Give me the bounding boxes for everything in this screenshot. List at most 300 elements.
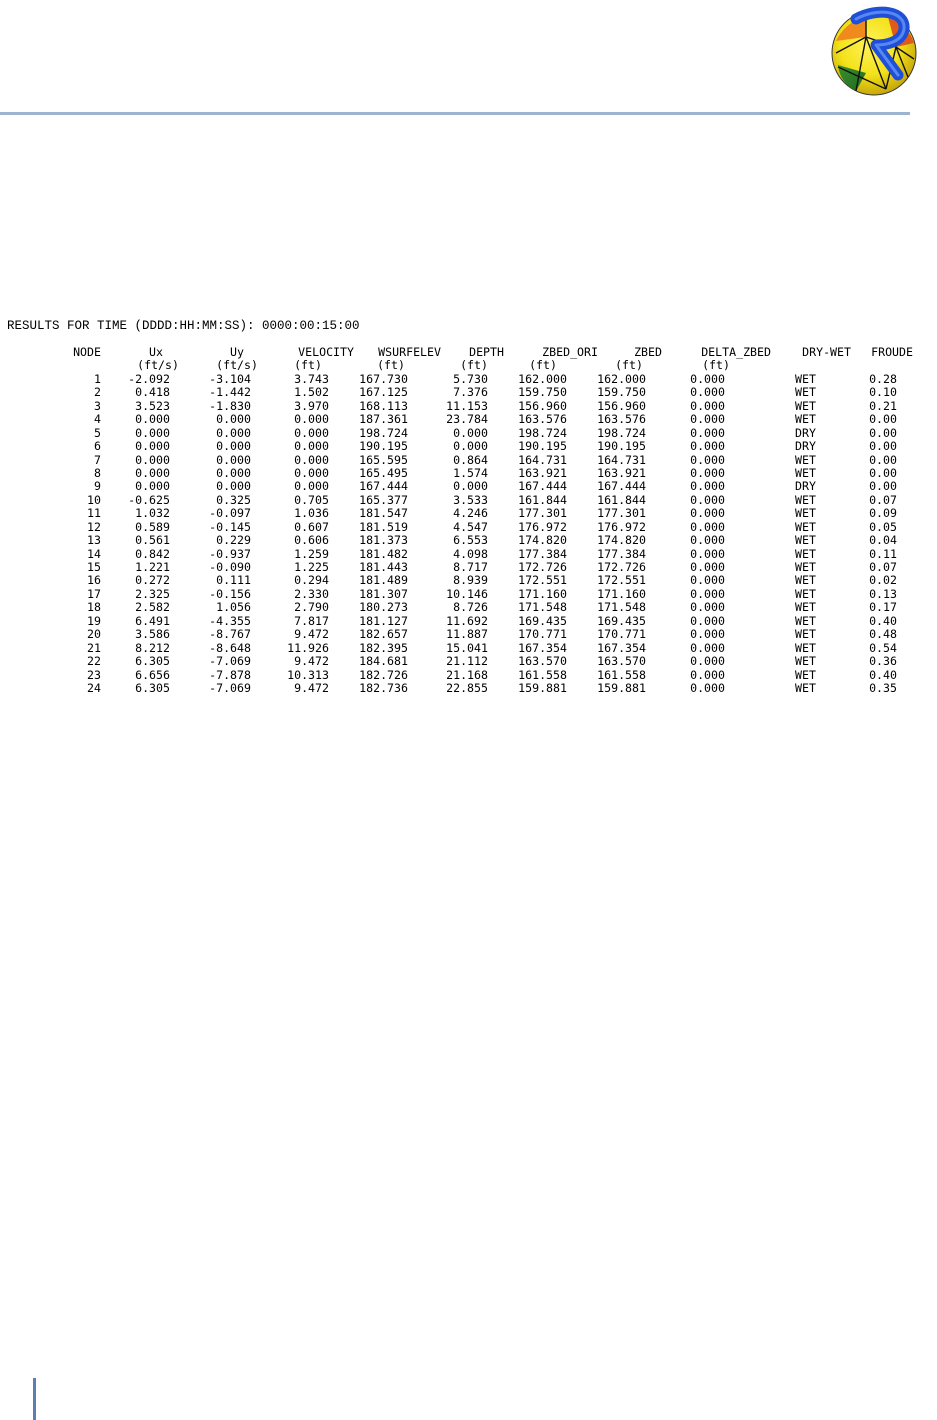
table-row: [0, 467, 937, 480]
table-cell: 0.000: [135, 465, 170, 480]
table-cell: 0.000: [690, 479, 725, 494]
table-cell: DRY: [795, 425, 816, 440]
table-cell: 7.817: [294, 613, 329, 628]
table-cell: 0.000: [690, 519, 725, 534]
column-unit: (ft): [294, 358, 322, 373]
table-cell: WET: [795, 533, 816, 548]
table-row: [0, 534, 937, 547]
table-cell: 163.921: [597, 465, 646, 480]
table-cell: 0.07: [869, 560, 897, 574]
table-cell: DRY: [795, 439, 816, 454]
table-cell: 172.726: [597, 560, 646, 574]
table-cell: 11.887: [446, 627, 488, 642]
table-cell: -3.104: [209, 371, 251, 386]
table-cell: 182.395: [359, 640, 408, 655]
table-cell: 3: [94, 398, 101, 413]
column-unit: (ft): [529, 358, 557, 373]
table-cell: 14: [87, 546, 101, 561]
table-cell: 171.160: [518, 586, 567, 601]
table-cell: 0.04: [869, 533, 897, 548]
table-cell: 1.502: [294, 385, 329, 400]
table-cell: WET: [795, 654, 816, 669]
table-cell: 163.576: [597, 412, 646, 427]
table-cell: 163.921: [518, 465, 567, 480]
table-cell: 16: [87, 573, 101, 588]
table-cell: 3.970: [294, 398, 329, 413]
table-cell: 174.820: [597, 533, 646, 548]
column-header: Ux: [149, 345, 163, 359]
table-cell: 190.195: [359, 439, 408, 454]
table-cell: 0.000: [690, 452, 725, 467]
table-cell: 0.000: [690, 412, 725, 427]
table-cell: 0.000: [690, 506, 725, 521]
table-cell: 1.036: [294, 506, 329, 521]
table-cell: 11.692: [446, 613, 488, 628]
table-cell: -0.097: [209, 506, 251, 521]
table-cell: 4.547: [453, 519, 488, 534]
table-cell: 0.000: [453, 479, 488, 494]
table-cell: 0.000: [216, 412, 251, 427]
table-cell: WET: [795, 546, 816, 561]
table-cell: 181.443: [359, 560, 408, 574]
table-cell: -0.156: [209, 586, 251, 601]
table-cell: WET: [795, 452, 816, 467]
table-row: [0, 494, 937, 507]
table-cell: 0.000: [690, 627, 725, 642]
table-cell: 21.112: [446, 654, 488, 669]
table-cell: 3.533: [453, 492, 488, 507]
table-cell: 169.435: [597, 613, 646, 628]
table-cell: 0.000: [690, 492, 725, 507]
column-unit: (ft): [377, 358, 405, 373]
table-cell: 172.551: [597, 573, 646, 588]
table-cell: 6.553: [453, 533, 488, 548]
table-cell: 0.272: [135, 573, 170, 588]
table-cell: WET: [795, 371, 816, 386]
table-cell: 0.000: [294, 465, 329, 480]
column-unit: (ft): [702, 358, 730, 373]
table-cell: 167.444: [518, 479, 567, 494]
table-cell: 0.000: [294, 479, 329, 494]
table-cell: 169.435: [518, 613, 567, 628]
column-header: Uy: [230, 345, 244, 359]
table-cell: WET: [795, 519, 816, 534]
table-cell: 0.000: [690, 586, 725, 601]
table-cell: WET: [795, 586, 816, 601]
table-cell: 168.113: [359, 398, 408, 413]
table-row: [0, 642, 937, 655]
table-cell: 6.656: [135, 667, 170, 682]
table-cell: 8.717: [453, 560, 488, 574]
table-cell: 0.000: [294, 412, 329, 427]
table-cell: 164.731: [597, 452, 646, 467]
table-cell: 0.000: [216, 452, 251, 467]
table-cell: -7.878: [209, 667, 251, 682]
table-cell: 0.000: [690, 371, 725, 386]
table-cell: 161.558: [597, 667, 646, 682]
table-cell: 7.376: [453, 385, 488, 400]
table-cell: 0.09: [869, 506, 897, 521]
table-cell: 11.153: [446, 398, 488, 413]
table-cell: 161.558: [518, 667, 567, 682]
table-cell: 181.127: [359, 613, 408, 628]
table-cell: 177.384: [597, 546, 646, 561]
table-cell: 159.750: [518, 385, 567, 400]
table-cell: 6.491: [135, 613, 170, 628]
table-cell: 0.00: [869, 425, 897, 440]
results-title: RESULTS FOR TIME (DDDD:HH:MM:SS): 0000:00:15:00: [7, 319, 360, 333]
table-cell: 161.844: [597, 492, 646, 507]
table-row: [0, 682, 937, 695]
table-cell: 162.000: [597, 371, 646, 386]
table-cell: 165.377: [359, 492, 408, 507]
table-cell: 21: [87, 640, 101, 655]
table-cell: 0.000: [690, 385, 725, 400]
table-cell: WET: [795, 506, 816, 521]
table-cell: 8: [94, 465, 101, 480]
column-header: FROUDE: [871, 345, 913, 359]
table-cell: -1.442: [209, 385, 251, 400]
table-cell: 8.212: [135, 640, 170, 655]
table-cell: 6: [94, 439, 101, 454]
table-cell: 0.00: [869, 465, 897, 480]
table-row: [0, 628, 937, 641]
table-cell: 7: [94, 452, 101, 467]
table-cell: 0.000: [294, 425, 329, 440]
table-cell: 4: [94, 412, 101, 427]
table-cell: 190.195: [518, 439, 567, 454]
table-cell: WET: [795, 412, 816, 427]
table-cell: -0.937: [209, 546, 251, 561]
table-row: [0, 561, 937, 574]
table-cell: 177.301: [518, 506, 567, 521]
table-cell: -1.830: [209, 398, 251, 413]
table-cell: 0.000: [294, 452, 329, 467]
table-cell: -4.355: [209, 613, 251, 628]
table-cell: -0.145: [209, 519, 251, 534]
table-cell: WET: [795, 560, 816, 574]
table-row: [0, 454, 937, 467]
table-units-row: [0, 359, 937, 372]
table-row: [0, 601, 937, 614]
table-cell: WET: [795, 385, 816, 400]
table-cell: 167.730: [359, 371, 408, 386]
table-cell: 12: [87, 519, 101, 534]
table-cell: 10: [87, 492, 101, 507]
table-cell: 181.547: [359, 506, 408, 521]
table-cell: 15.041: [446, 640, 488, 655]
table-cell: 0.11: [869, 546, 897, 561]
table-cell: 181.307: [359, 586, 408, 601]
header-rule: [0, 112, 910, 115]
results-table: [0, 346, 937, 695]
table-cell: 9: [94, 479, 101, 494]
table-cell: 0.000: [690, 398, 725, 413]
table-cell: 0.842: [135, 546, 170, 561]
table-cell: 2.582: [135, 600, 170, 615]
table-cell: WET: [795, 613, 816, 628]
table-cell: 0.000: [690, 667, 725, 682]
table-cell: 18: [87, 600, 101, 615]
column-header: DELTA_ZBED: [701, 345, 771, 359]
table-cell: 0.111: [216, 573, 251, 588]
table-cell: WET: [795, 640, 816, 655]
table-cell: 3.586: [135, 627, 170, 642]
table-cell: 0.325: [216, 492, 251, 507]
table-cell: 9.472: [294, 627, 329, 642]
table-cell: WET: [795, 600, 816, 615]
table-cell: -8.648: [209, 640, 251, 655]
table-row: [0, 480, 937, 493]
table-cell: 11.926: [287, 640, 329, 655]
table-cell: 172.551: [518, 573, 567, 588]
table-cell: 156.960: [518, 398, 567, 413]
table-cell: 1.259: [294, 546, 329, 561]
table-cell: 170.771: [518, 627, 567, 642]
table-cell: 17: [87, 586, 101, 601]
table-cell: 187.361: [359, 412, 408, 427]
table-cell: 9.472: [294, 680, 329, 695]
table-row: [0, 574, 937, 587]
table-cell: WET: [795, 492, 816, 507]
table-cell: 180.273: [359, 600, 408, 615]
table-cell: 0.00: [869, 479, 897, 494]
table-cell: 4.098: [453, 546, 488, 561]
table-cell: 8.939: [453, 573, 488, 588]
table-cell: 11: [87, 506, 101, 521]
table-row: [0, 413, 937, 426]
table-cell: 0.40: [869, 613, 897, 628]
column-header: VELOCITY: [298, 345, 354, 359]
table-cell: 0.10: [869, 385, 897, 400]
table-cell: 181.489: [359, 573, 408, 588]
column-header: ZBED_ORI: [542, 345, 598, 359]
table-cell: 176.972: [518, 519, 567, 534]
page-edge-bar: [33, 1378, 36, 1420]
table-cell: 0.00: [869, 452, 897, 467]
table-cell: 172.726: [518, 560, 567, 574]
table-cell: 165.595: [359, 452, 408, 467]
table-cell: WET: [795, 573, 816, 588]
table-cell: 0.000: [453, 425, 488, 440]
table-cell: 0.000: [690, 439, 725, 454]
table-row: [0, 427, 937, 440]
table-row: [0, 548, 937, 561]
column-header: DRY-WET: [802, 345, 851, 359]
table-cell: 0.000: [690, 573, 725, 588]
table-cell: 0.000: [690, 600, 725, 615]
table-cell: 181.519: [359, 519, 408, 534]
table-row: [0, 400, 937, 413]
table-cell: 0.000: [216, 425, 251, 440]
table-cell: 190.195: [597, 439, 646, 454]
table-cell: 23: [87, 667, 101, 682]
table-cell: 0.000: [690, 546, 725, 561]
table-cell: 0.00: [869, 412, 897, 427]
table-cell: 163.570: [518, 654, 567, 669]
column-unit: (ft/s): [216, 358, 258, 373]
table-cell: -7.069: [209, 654, 251, 669]
table-row: [0, 440, 937, 453]
table-cell: 22.855: [446, 680, 488, 695]
table-cell: 0.000: [294, 439, 329, 454]
table-cell: 5.730: [453, 371, 488, 386]
table-cell: 2.790: [294, 600, 329, 615]
table-cell: 177.384: [518, 546, 567, 561]
table-cell: 0.000: [453, 439, 488, 454]
table-cell: -0.625: [128, 492, 170, 507]
column-header: WSURFELEV: [378, 345, 441, 359]
table-cell: 171.548: [597, 600, 646, 615]
table-cell: 8.726: [453, 600, 488, 615]
table-cell: 198.724: [518, 425, 567, 440]
table-cell: 3.523: [135, 398, 170, 413]
table-row: [0, 615, 937, 628]
column-header: ZBED: [634, 345, 662, 359]
table-cell: 163.576: [518, 412, 567, 427]
table-cell: 0.000: [135, 412, 170, 427]
srh-2d-logo-icon: [826, 3, 922, 99]
table-cell: 182.726: [359, 667, 408, 682]
table-cell: 0.000: [135, 452, 170, 467]
table-row: [0, 669, 937, 682]
table-row: [0, 521, 937, 534]
table-cell: 10.146: [446, 586, 488, 601]
table-header-row: [0, 346, 937, 359]
column-header: DEPTH: [469, 345, 504, 359]
table-cell: 9.472: [294, 654, 329, 669]
table-cell: 0.000: [135, 479, 170, 494]
column-header: NODE: [73, 345, 101, 359]
table-cell: 0.607: [294, 519, 329, 534]
table-cell: 0.229: [216, 533, 251, 548]
table-cell: 1.032: [135, 506, 170, 521]
table-cell: 0.589: [135, 519, 170, 534]
table-cell: 2.330: [294, 586, 329, 601]
table-cell: 163.570: [597, 654, 646, 669]
table-cell: 174.820: [518, 533, 567, 548]
table-cell: 0.000: [216, 479, 251, 494]
table-cell: 0.418: [135, 385, 170, 400]
table-cell: 3.743: [294, 371, 329, 386]
table-cell: 181.373: [359, 533, 408, 548]
table-row: [0, 373, 937, 386]
table-cell: -2.092: [128, 371, 170, 386]
table-cell: 0.705: [294, 492, 329, 507]
table-cell: 15: [87, 560, 101, 574]
table-cell: 170.771: [597, 627, 646, 642]
table-cell: 0.000: [690, 425, 725, 440]
table-cell: 0.00: [869, 439, 897, 454]
table-cell: 0.000: [135, 439, 170, 454]
table-cell: 171.548: [518, 600, 567, 615]
table-cell: 0.40: [869, 667, 897, 682]
table-cell: 24: [87, 680, 101, 695]
table-cell: 19: [87, 613, 101, 628]
table-cell: 0.13: [869, 586, 897, 601]
table-row: [0, 386, 937, 399]
table-cell: 1.574: [453, 465, 488, 480]
table-cell: WET: [795, 627, 816, 642]
table-cell: -7.069: [209, 680, 251, 695]
table-cell: 159.881: [518, 680, 567, 695]
table-cell: 167.125: [359, 385, 408, 400]
table-cell: 21.168: [446, 667, 488, 682]
table-cell: 159.881: [597, 680, 646, 695]
table-cell: 177.301: [597, 506, 646, 521]
table-cell: 167.354: [518, 640, 567, 655]
table-cell: WET: [795, 680, 816, 695]
table-cell: -0.090: [209, 560, 251, 574]
table-cell: 0.561: [135, 533, 170, 548]
table-cell: 0.000: [216, 439, 251, 454]
table-cell: 0.000: [690, 465, 725, 480]
table-cell: 0.02: [869, 573, 897, 588]
table-cell: WET: [795, 667, 816, 682]
table-cell: 167.444: [359, 479, 408, 494]
table-cell: 0.05: [869, 519, 897, 534]
table-cell: 2.325: [135, 586, 170, 601]
table-cell: 0.000: [690, 560, 725, 574]
table-cell: 0.000: [216, 465, 251, 480]
table-cell: 6.305: [135, 654, 170, 669]
table-cell: 0.000: [690, 680, 725, 695]
table-cell: 0.21: [869, 398, 897, 413]
table-row: [0, 507, 937, 520]
table-cell: 0.000: [690, 640, 725, 655]
table-cell: 198.724: [597, 425, 646, 440]
table-cell: 0.36: [869, 654, 897, 669]
table-cell: 2: [94, 385, 101, 400]
table-cell: WET: [795, 398, 816, 413]
table-row: [0, 655, 937, 668]
table-cell: 1.056: [216, 600, 251, 615]
table-cell: 5: [94, 425, 101, 440]
table-cell: 0.07: [869, 492, 897, 507]
table-cell: 0.17: [869, 600, 897, 615]
table-cell: 182.736: [359, 680, 408, 695]
table-cell: WET: [795, 465, 816, 480]
table-cell: 167.444: [597, 479, 646, 494]
table-cell: 198.724: [359, 425, 408, 440]
table-cell: 182.657: [359, 627, 408, 642]
table-cell: 0.28: [869, 371, 897, 386]
table-cell: DRY: [795, 479, 816, 494]
table-cell: 0.606: [294, 533, 329, 548]
table-cell: 184.681: [359, 654, 408, 669]
table-cell: 159.750: [597, 385, 646, 400]
table-cell: 0.000: [690, 533, 725, 548]
table-cell: -8.767: [209, 627, 251, 642]
table-cell: 0.48: [869, 627, 897, 642]
table-cell: 165.495: [359, 465, 408, 480]
table-cell: 161.844: [518, 492, 567, 507]
table-cell: 171.160: [597, 586, 646, 601]
column-unit: (ft/s): [137, 358, 179, 373]
table-cell: 167.354: [597, 640, 646, 655]
table-cell: 4.246: [453, 506, 488, 521]
table-cell: 6.305: [135, 680, 170, 695]
table-cell: 176.972: [597, 519, 646, 534]
table-cell: 0.000: [690, 613, 725, 628]
table-cell: 23.784: [446, 412, 488, 427]
table-cell: 156.960: [597, 398, 646, 413]
table-cell: 13: [87, 533, 101, 548]
table-cell: 181.482: [359, 546, 408, 561]
column-unit: (ft): [460, 358, 488, 373]
table-cell: 0.54: [869, 640, 897, 655]
table-cell: 22: [87, 654, 101, 669]
